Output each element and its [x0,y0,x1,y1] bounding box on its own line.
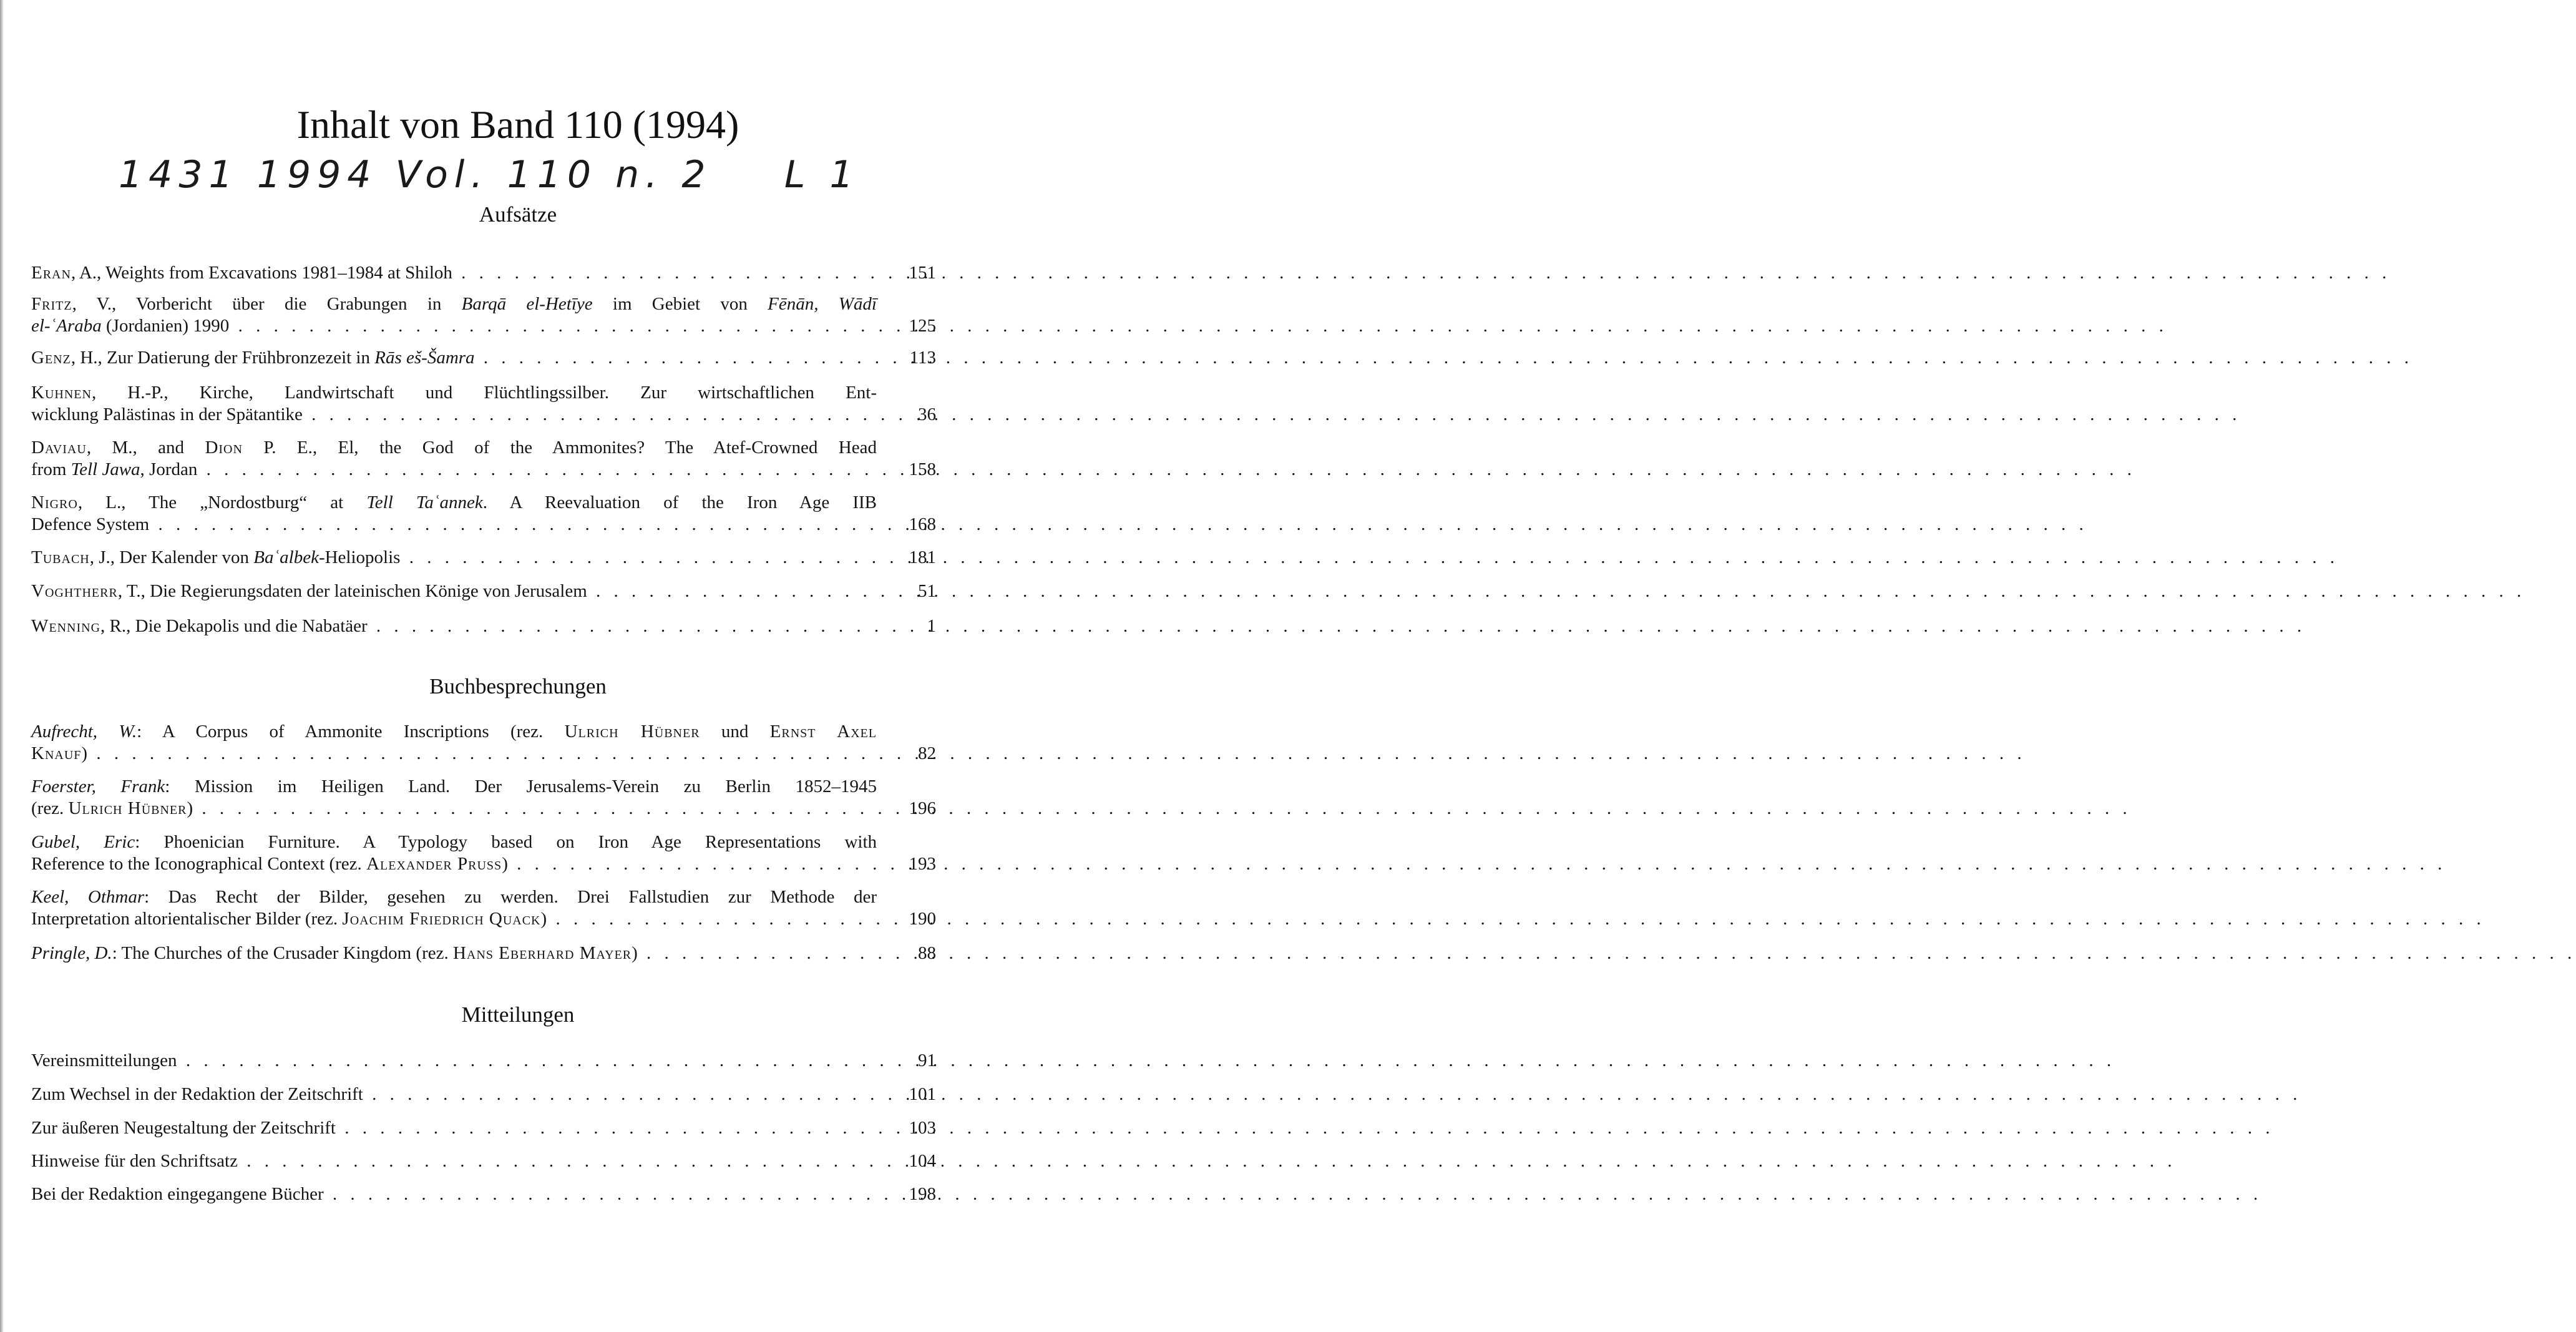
entry-text [31,492,877,536]
entry-line [31,293,877,315]
entry-line: Zum Wechsel in der Redaktion der Zeitschrift . . . [75,1084,877,1105]
author-initials: P. E., [242,438,338,458]
entry-title: Kirche, Landwirtschaft und Flüchtlingssilber. Zur wirtschaftlichen Ent- [199,383,877,403]
entry-text [31,886,877,930]
toc-entry [31,547,936,569]
entry-title: ) [632,943,638,963]
book-author: Keel, Othmar [31,887,145,907]
page-title: Inhalt von Band 110 (1994) [296,102,739,147]
entry-title: : The Churches of the Crusader Kingdom (rez. [112,943,453,963]
entry-text [31,721,877,765]
entry-text [31,1050,877,1072]
toc-entry [31,293,936,337]
entry-title: , Jordan [140,459,198,479]
entry-title: Vorbericht über die Grabungen in [136,294,462,314]
section-heading-buchbesprechungen: Buchbesprechungen [429,674,607,698]
entry-title: El, the God of the Ammonites? The Atef-Crowned Head [338,438,877,458]
reviewer-name: Ernst Axel [769,722,877,742]
entry-line [31,943,877,964]
author-initials: , V., [72,294,137,314]
entry-line [31,798,877,820]
entry-title: -Heliopolis [318,547,401,567]
toc-entry [31,721,936,765]
entry-title: (rez. [31,798,69,818]
entry-text [31,943,877,964]
author-initials: , J., [89,547,120,567]
toc-entry [31,262,936,284]
entry-line [31,262,877,284]
entry-line [31,347,877,369]
toc-entry [31,615,936,637]
entry-text [31,437,877,481]
author-initials: , L., [77,492,149,512]
toc-entry [31,492,936,536]
toc-entry [31,437,936,481]
entry-title: Zur Datierung der Frühbronzezeit in [107,348,375,368]
toc-entry [31,382,936,426]
entry-line [31,776,877,798]
toc-entry [31,776,936,820]
entry-line [31,908,877,930]
entry-title: und [700,722,770,742]
page-number: 113 [909,348,936,368]
page-number: 104 [909,1151,936,1171]
page-number: 190 [909,909,936,929]
author-initials: , T., [117,581,150,601]
page-number: 1 [927,616,936,636]
author-name: Voghtherr [31,581,118,601]
entry-title: Weights from Excavations 1981–1984 at Shiloh [105,263,452,283]
entry-line [31,743,877,765]
author-name: Wenning [31,616,101,636]
entry-line [31,382,877,404]
toc-entry [31,831,936,875]
scan-edge [0,0,4,1332]
book-author: Pringle, D. [31,943,112,963]
author-initials: , H.-P., [91,383,200,403]
author-initials: , H., [71,348,107,368]
entry-line [31,615,877,637]
entry-text [31,547,877,569]
toc-entry [31,1117,936,1139]
entry-title: ) [540,909,547,929]
entry-title: Der Kalender von [119,547,254,567]
entry-title: ) [502,854,508,874]
entry-line [31,437,877,459]
place-name: Baʿalbek [253,547,319,567]
entry-text [31,293,877,337]
author-name: Tubach [31,547,90,567]
toc-entry [31,1150,936,1172]
place-name: Barqā el-Hetīye [461,294,593,314]
entry-title: wicklung Palästinas in der Spätantike [31,404,303,424]
page-number: 181 [909,547,936,567]
author-name: Dion [205,438,243,458]
entry-title: : Mission im Heiligen Land. Der Jerusalems-Verein zu Berlin 1852–1945 [165,776,877,796]
entry-line [31,492,877,514]
entry-text [31,382,877,426]
book-author: Aufrecht, W. [31,722,137,742]
section-heading-aufsaetze: Aufsätze [479,202,557,227]
entry-line [31,404,877,426]
author-name: Genz [31,348,71,368]
entry-line [31,853,877,875]
entry-title: im Gebiet von [592,294,768,314]
entry-text [31,262,877,284]
page-number: 151 [909,263,936,283]
page-number: 158 [909,459,936,479]
entry-text [31,1183,877,1205]
entry-text [31,831,877,875]
entry-line: Bei der Redaktion eingegangene Bücher . . . [75,1183,877,1205]
entry-title: . A Reevaluation of the Iron Age IIB [482,492,877,512]
handwritten-note: 1431 1994 Vol. 110 n. 2 L 1 [119,153,860,197]
page-number: 88 [918,943,936,963]
entry-line [31,547,877,569]
toc-entry [31,1183,936,1205]
author-name: Daviau [31,438,87,458]
reviewer-name: Ulrich Hübner [564,722,700,742]
author-name: Eran [31,263,71,283]
entry-title: ) [187,798,193,818]
place-name: Tell Jawa [71,459,140,479]
author-name: Fritz [31,294,72,314]
toc-entry [31,347,936,369]
entry-line: Hinweise für den Schriftsatz . . . [75,1150,877,1172]
page-number: 196 [909,798,936,818]
toc-entry [31,886,936,930]
entry-title: Reference to the Iconographical Context (rez. [31,854,367,874]
reviewer-name: Alexander Pruss [366,854,502,874]
entry-line [31,315,877,337]
place-name: Fēnān, Wādī [768,294,877,314]
place-name: el-ʿAraba [31,316,102,336]
page-number: 101 [909,1084,936,1104]
page-number: 51 [918,581,936,601]
entry-line: Zur äußeren Neugestaltung der Zeitschrift . . . [75,1117,877,1139]
book-author: Gubel, Eric [31,832,135,852]
toc-entry [31,943,936,964]
reviewer-name: Knauf [31,743,82,763]
reviewer-name: Ulrich Hübner [68,798,187,818]
entry-text [31,1084,877,1105]
entry-text [31,615,877,637]
entry-title: : Das Recht der Bilder, gesehen zu werden. Drei Fallstudien zur Methode der [144,887,877,907]
author-initials: , M., and [86,438,205,458]
page-number: 168 [909,514,936,534]
entry-text [31,776,877,820]
entry-line [31,514,877,536]
section-heading-mitteilungen: Mitteilungen [461,1002,575,1027]
entry-line [31,721,877,743]
entry-title: (Jordanien) 1990 [101,316,230,336]
page-number: 198 [909,1184,936,1204]
author-initials: , R., [100,616,135,636]
entry-text [31,347,877,369]
page-number: 91 [918,1050,936,1070]
entry-title: : A Corpus of Ammonite Inscriptions (rez. [137,722,565,742]
place-name: Tell Taʿannek [366,492,483,512]
entry-line [31,459,877,481]
toc-entry [31,1050,936,1072]
entry-title: Defence System [31,514,150,534]
toc-entry [31,1084,936,1105]
author-initials: , A., [71,263,106,283]
toc-entry [31,580,936,602]
place-name: Rās eš-Šamra [374,348,475,368]
reviewer-name: Joachim Friedrich Quack [342,909,541,929]
book-author: Foerster, Frank [31,776,165,796]
entry-line [31,831,877,853]
page-number: 36 [918,404,936,424]
entry-title: ) [81,743,88,763]
page-number: 193 [909,854,936,874]
entry-line: Vereinsmitteilungen . . . [75,1050,877,1072]
entry-text [31,580,877,602]
author-name: Nigro [31,492,78,512]
page-number: 125 [909,316,936,336]
entry-line [31,886,877,908]
entry-title: : Phoenician Furniture. A Typology based on Iron Age Representations with [135,832,877,852]
entry-text [31,1150,877,1172]
reviewer-name: Hans Eberhard Mayer [452,943,632,963]
entry-title: Die Regierungsdaten der lateinischen Könige von Jerusalem [150,581,587,601]
entry-title: The „Nordostburg“ at [149,492,367,512]
author-name: Kuhnen [31,383,92,403]
entry-title: Die Dekapolis und die Nabatäer [135,616,368,636]
page-number: 103 [909,1118,936,1138]
page-number: 82 [918,743,936,763]
entry-line [31,580,877,602]
entry-title: from [31,459,71,479]
entry-text [31,1117,877,1139]
entry-title: Interpretation altorientalischer Bilder (rez. [31,909,343,929]
